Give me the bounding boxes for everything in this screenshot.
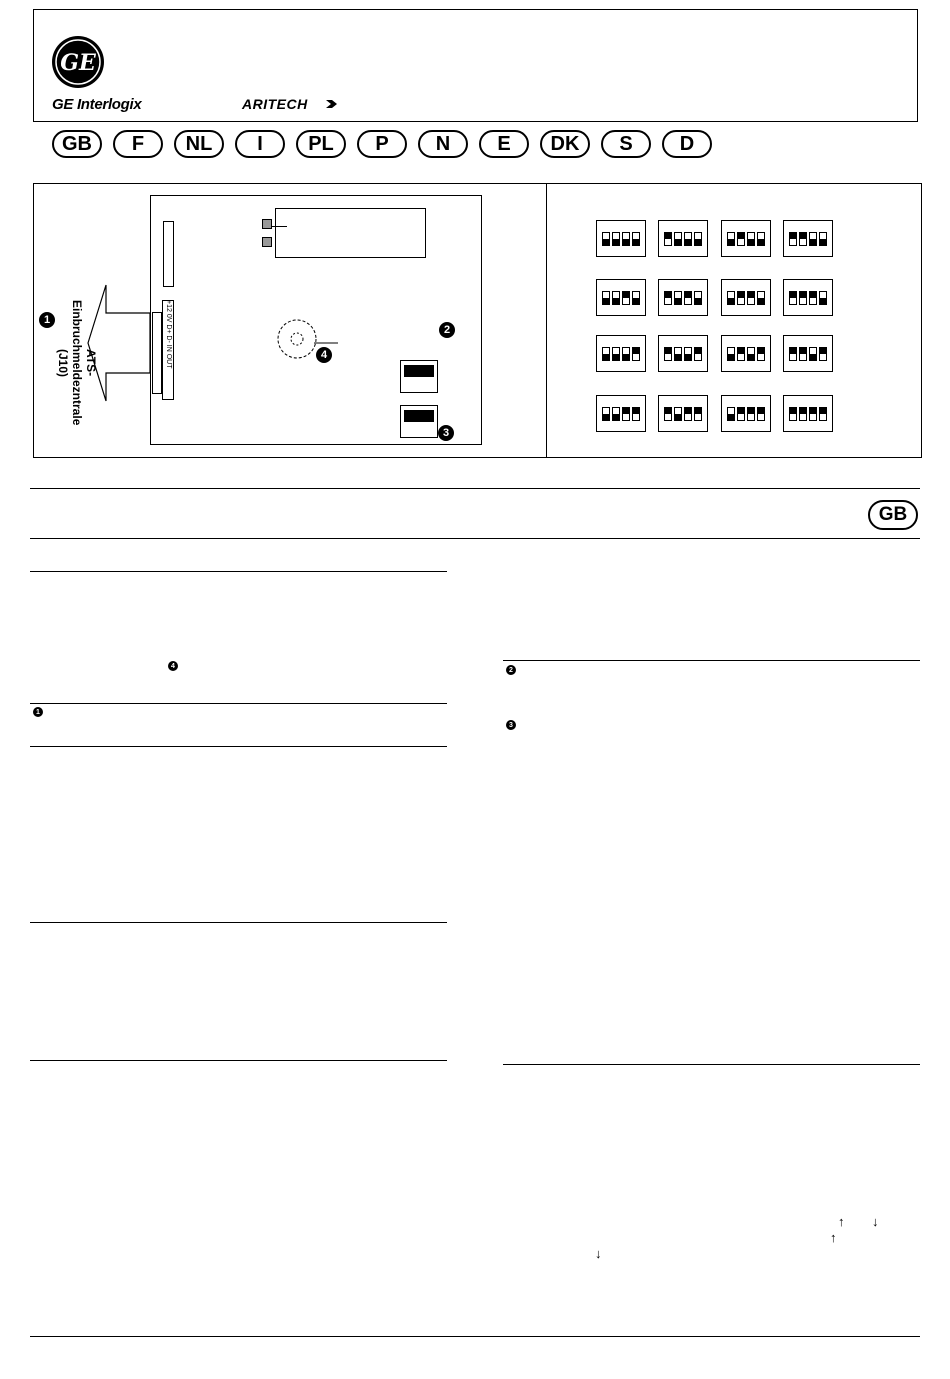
- dip-switch-position: [684, 347, 692, 361]
- ge-logo: [50, 34, 106, 90]
- dip-switch-position: [727, 232, 735, 246]
- led-leader: [272, 226, 287, 227]
- dip-switch-position: [664, 407, 672, 421]
- dip-switch-position: [694, 407, 702, 421]
- config-switch[interactable]: [400, 405, 438, 438]
- dip-switch-position: [674, 291, 682, 305]
- dip-switch-position: [632, 407, 640, 421]
- section-top-rule: [30, 488, 920, 489]
- dip-setting-1: [658, 220, 708, 257]
- dip-switch-position: [789, 291, 797, 305]
- lang-p[interactable]: P: [357, 130, 407, 158]
- dip-setting-6: [721, 279, 771, 316]
- dip-switch-position: [622, 291, 630, 305]
- dip-setting-13: [658, 395, 708, 432]
- dip-switch-position: [727, 347, 735, 361]
- dip-setting-5: [658, 279, 708, 316]
- dip-switch-position: [684, 232, 692, 246]
- lang-e[interactable]: E: [479, 130, 529, 158]
- dip-switch-position: [684, 291, 692, 305]
- dip-switch-position: [819, 232, 827, 246]
- dip-switch-position: [632, 232, 640, 246]
- dip-switch-position: [737, 291, 745, 305]
- brand-name: GE Interlogix: [52, 96, 142, 113]
- dip-switch-position: [799, 232, 807, 246]
- down-arrow-icon: ↓: [872, 1214, 879, 1229]
- lang-f[interactable]: F: [113, 130, 163, 158]
- panel-label-line2: Einbruchmeldezntrale: [70, 300, 84, 426]
- dip-setting-10: [721, 335, 771, 372]
- dip-switch-position: [737, 407, 745, 421]
- dip-switch-position: [602, 232, 610, 246]
- left-rule-2: [30, 703, 447, 704]
- language-selector: [52, 130, 712, 158]
- dip-switch-position: [809, 291, 817, 305]
- dip-setting-12: [596, 395, 646, 432]
- led-2: [262, 237, 272, 247]
- terminal-plug: [152, 312, 162, 394]
- marker-2: 2: [439, 322, 455, 338]
- marker-4: 4: [316, 347, 332, 363]
- dip-switch-position: [747, 407, 755, 421]
- lang-s[interactable]: S: [601, 130, 651, 158]
- dip-switch-position: [757, 232, 765, 246]
- tamper-switch-icon: [276, 318, 346, 366]
- panel-label-line1: ATS-: [84, 349, 98, 377]
- dip-setting-2: [721, 220, 771, 257]
- aritech-arrow-icon: [326, 98, 338, 110]
- dip-switch-position: [602, 291, 610, 305]
- dip-switch-position: [809, 347, 817, 361]
- dip-switch-position: [664, 291, 672, 305]
- dip-switch-position: [622, 232, 630, 246]
- dip-switch-position: [612, 232, 620, 246]
- text-marker-1: 1: [33, 707, 43, 717]
- dip-setting-11: [783, 335, 833, 372]
- lang-nl[interactable]: NL: [174, 130, 224, 158]
- dip-switch-position: [747, 232, 755, 246]
- dip-switch-position: [632, 347, 640, 361]
- board-connector: [163, 221, 174, 287]
- dip-switch-position: [789, 347, 797, 361]
- left-rule-1: [30, 571, 447, 572]
- dip-switch-position: [819, 347, 827, 361]
- marker-3: 3: [438, 425, 454, 441]
- lang-d[interactable]: D: [662, 130, 712, 158]
- dip-switch-position: [809, 407, 817, 421]
- left-rule-5: [30, 1060, 447, 1061]
- dip-setting-15: [783, 395, 833, 432]
- dip-switch-position: [664, 232, 672, 246]
- dip-switch-position: [757, 407, 765, 421]
- terminal-label: +12 0V D+ D- IN OUT: [165, 300, 172, 369]
- dip-switch-position: [694, 347, 702, 361]
- dip-switch-position: [612, 291, 620, 305]
- lang-n[interactable]: N: [418, 130, 468, 158]
- ge-logo-text: GE: [60, 50, 96, 76]
- panel-label-line3: (J10): [56, 348, 70, 377]
- dip-switch-position: [674, 407, 682, 421]
- left-rule-4: [30, 922, 447, 923]
- aritech-logo: ARITECH: [242, 96, 308, 112]
- section-language-badge: GB: [868, 500, 918, 530]
- dip-switch-position: [612, 347, 620, 361]
- text-marker-4: 4: [168, 661, 178, 671]
- dip-switch-position: [684, 407, 692, 421]
- dip-setting-7: [783, 279, 833, 316]
- dip-switch-position: [757, 347, 765, 361]
- dip-switch-position: [799, 407, 807, 421]
- dip-switch-position: [809, 232, 817, 246]
- dip-switch-position: [694, 291, 702, 305]
- down-arrow-icon-2: ↓: [595, 1246, 602, 1261]
- dip-switch-position: [747, 347, 755, 361]
- dip-setting-8: [596, 335, 646, 372]
- dip-switch-position: [622, 347, 630, 361]
- text-marker-3: 3: [506, 720, 516, 730]
- right-rule-1: [503, 660, 920, 661]
- dip-switch-position: [819, 291, 827, 305]
- dip-setting-14: [721, 395, 771, 432]
- dip-switch-position: [789, 407, 797, 421]
- led-1: [262, 219, 272, 229]
- header-frame: [33, 9, 918, 122]
- dip-switch-position: [819, 407, 827, 421]
- right-rule-2: [503, 1064, 920, 1065]
- address-switch[interactable]: [400, 360, 438, 393]
- lang-i[interactable]: I: [235, 130, 285, 158]
- dip-switch-position: [737, 347, 745, 361]
- lang-gb[interactable]: GB: [52, 130, 102, 158]
- relay-module: [275, 208, 426, 258]
- dip-switch-position: [799, 291, 807, 305]
- up-arrow-icon-2: ↑: [830, 1230, 837, 1245]
- dip-switch-position: [727, 407, 735, 421]
- marker-1: 1: [39, 312, 55, 328]
- dip-switch-position: [747, 291, 755, 305]
- dip-setting-3: [783, 220, 833, 257]
- lang-pl[interactable]: PL: [296, 130, 346, 158]
- section-bottom-rule: [30, 538, 920, 539]
- left-rule-3: [30, 746, 447, 747]
- dip-switch-position: [612, 407, 620, 421]
- dip-switch-position: [664, 347, 672, 361]
- dip-switch-position: [602, 407, 610, 421]
- dip-switch-position: [674, 347, 682, 361]
- dip-switch-position: [789, 232, 797, 246]
- dip-setting-4: [596, 279, 646, 316]
- up-arrow-icon: ↑: [838, 1214, 845, 1229]
- dip-switch-position: [622, 407, 630, 421]
- dip-switch-position: [632, 291, 640, 305]
- dip-switch-position: [694, 232, 702, 246]
- dip-switch-position: [602, 347, 610, 361]
- dip-switch-position: [737, 232, 745, 246]
- dip-switch-position: [799, 347, 807, 361]
- panel-label: [56, 288, 98, 438]
- dip-setting-9: [658, 335, 708, 372]
- dip-switch-position: [757, 291, 765, 305]
- footer-rule: [30, 1336, 920, 1337]
- lang-dk[interactable]: DK: [540, 130, 590, 158]
- text-marker-2: 2: [506, 665, 516, 675]
- diagram-divider: [546, 183, 547, 458]
- dip-switch-position: [674, 232, 682, 246]
- dip-switch-position: [727, 291, 735, 305]
- dip-setting-0: [596, 220, 646, 257]
